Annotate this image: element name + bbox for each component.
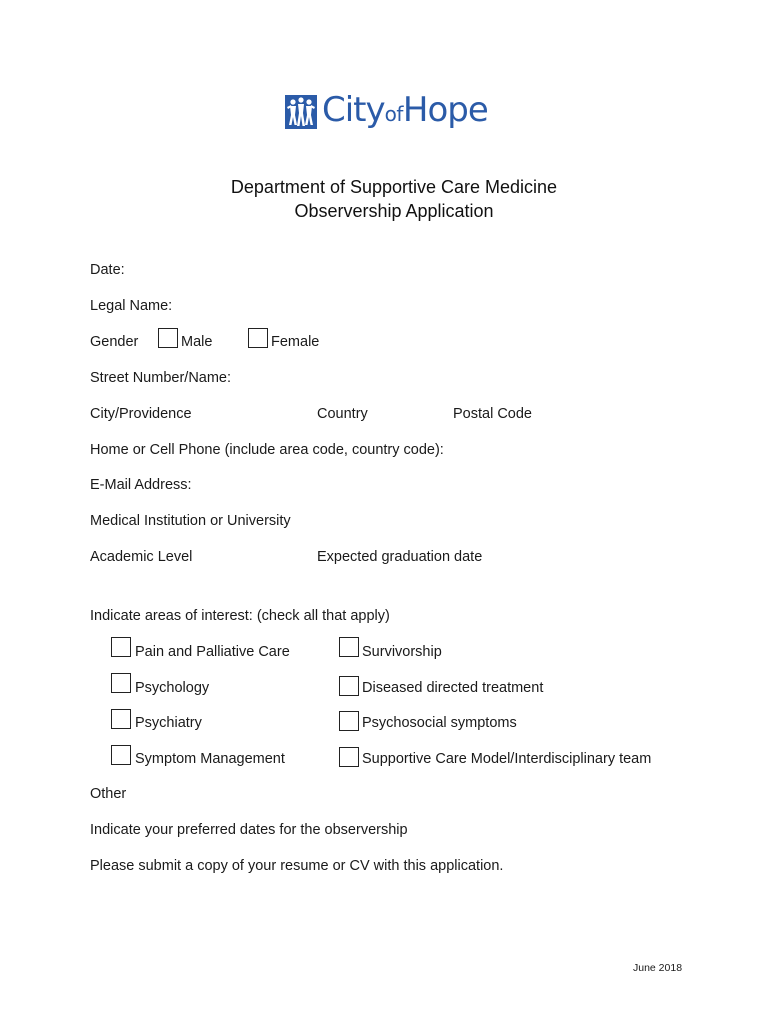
academic-level-label: Academic Level (90, 549, 193, 565)
interest-checkbox-psychosocial[interactable] (339, 711, 359, 731)
interest-label: Pain and Palliative Care (135, 644, 290, 660)
interest-checkbox-supportive-care-model[interactable] (339, 747, 359, 767)
phone-label: Home or Cell Phone (include area code, country code): (90, 442, 444, 458)
institution-label: Medical Institution or University (90, 513, 291, 529)
postal-code-label: Postal Code (453, 406, 532, 422)
city-of-hope-logo-text (322, 90, 488, 130)
logo-word-hope: Hope (402, 90, 488, 130)
footer-date: June 2018 (633, 962, 683, 974)
email-label: E-Mail Address: (90, 477, 192, 493)
interest-checkbox-psychiatry[interactable] (111, 709, 131, 729)
legal-name-label: Legal Name: (90, 298, 173, 314)
interest-label: Survivorship (362, 644, 442, 660)
city-label: City/Providence (90, 406, 192, 422)
interest-label: Psychiatry (135, 715, 202, 731)
gender-label: Gender (90, 334, 139, 350)
country-label: Country (317, 406, 368, 422)
other-label: Other (90, 786, 127, 802)
preferred-dates-label: Indicate your preferred dates for the observership (90, 822, 408, 838)
street-label: Street Number/Name: (90, 370, 232, 386)
interest-label: Supportive Care Model/Interdisciplinary team (362, 751, 652, 767)
logo-word-of: of (384, 102, 403, 126)
female-label: Female (271, 334, 320, 350)
submit-note: Please submit a copy of your resume or CV with this application. (90, 858, 504, 874)
male-checkbox[interactable] (158, 328, 178, 348)
female-checkbox[interactable] (248, 328, 268, 348)
interest-label: Symptom Management (135, 751, 285, 767)
date-label: Date: (90, 262, 125, 278)
graduation-date-label: Expected graduation date (317, 549, 483, 565)
interests-prompt: Indicate areas of interest: (check all that apply) (90, 608, 390, 624)
interest-checkbox-psychology[interactable] (111, 673, 131, 693)
city-of-hope-figures-logo-icon (285, 95, 317, 129)
logo-word-city: City (322, 90, 385, 130)
interest-checkbox-diseased-directed[interactable] (339, 676, 359, 696)
male-label: Male (181, 334, 213, 350)
interest-checkbox-survivorship[interactable] (339, 637, 359, 657)
interest-checkbox-symptom-management[interactable] (111, 745, 131, 765)
form-heading-title: Observership Application (294, 201, 494, 221)
interest-label: Psychosocial symptoms (362, 715, 517, 731)
interest-checkbox-pain-palliative[interactable] (111, 637, 131, 657)
interest-label: Diseased directed treatment (362, 680, 544, 696)
interest-label: Psychology (135, 680, 210, 696)
form-heading-department: Department of Supportive Care Medicine (230, 177, 558, 197)
